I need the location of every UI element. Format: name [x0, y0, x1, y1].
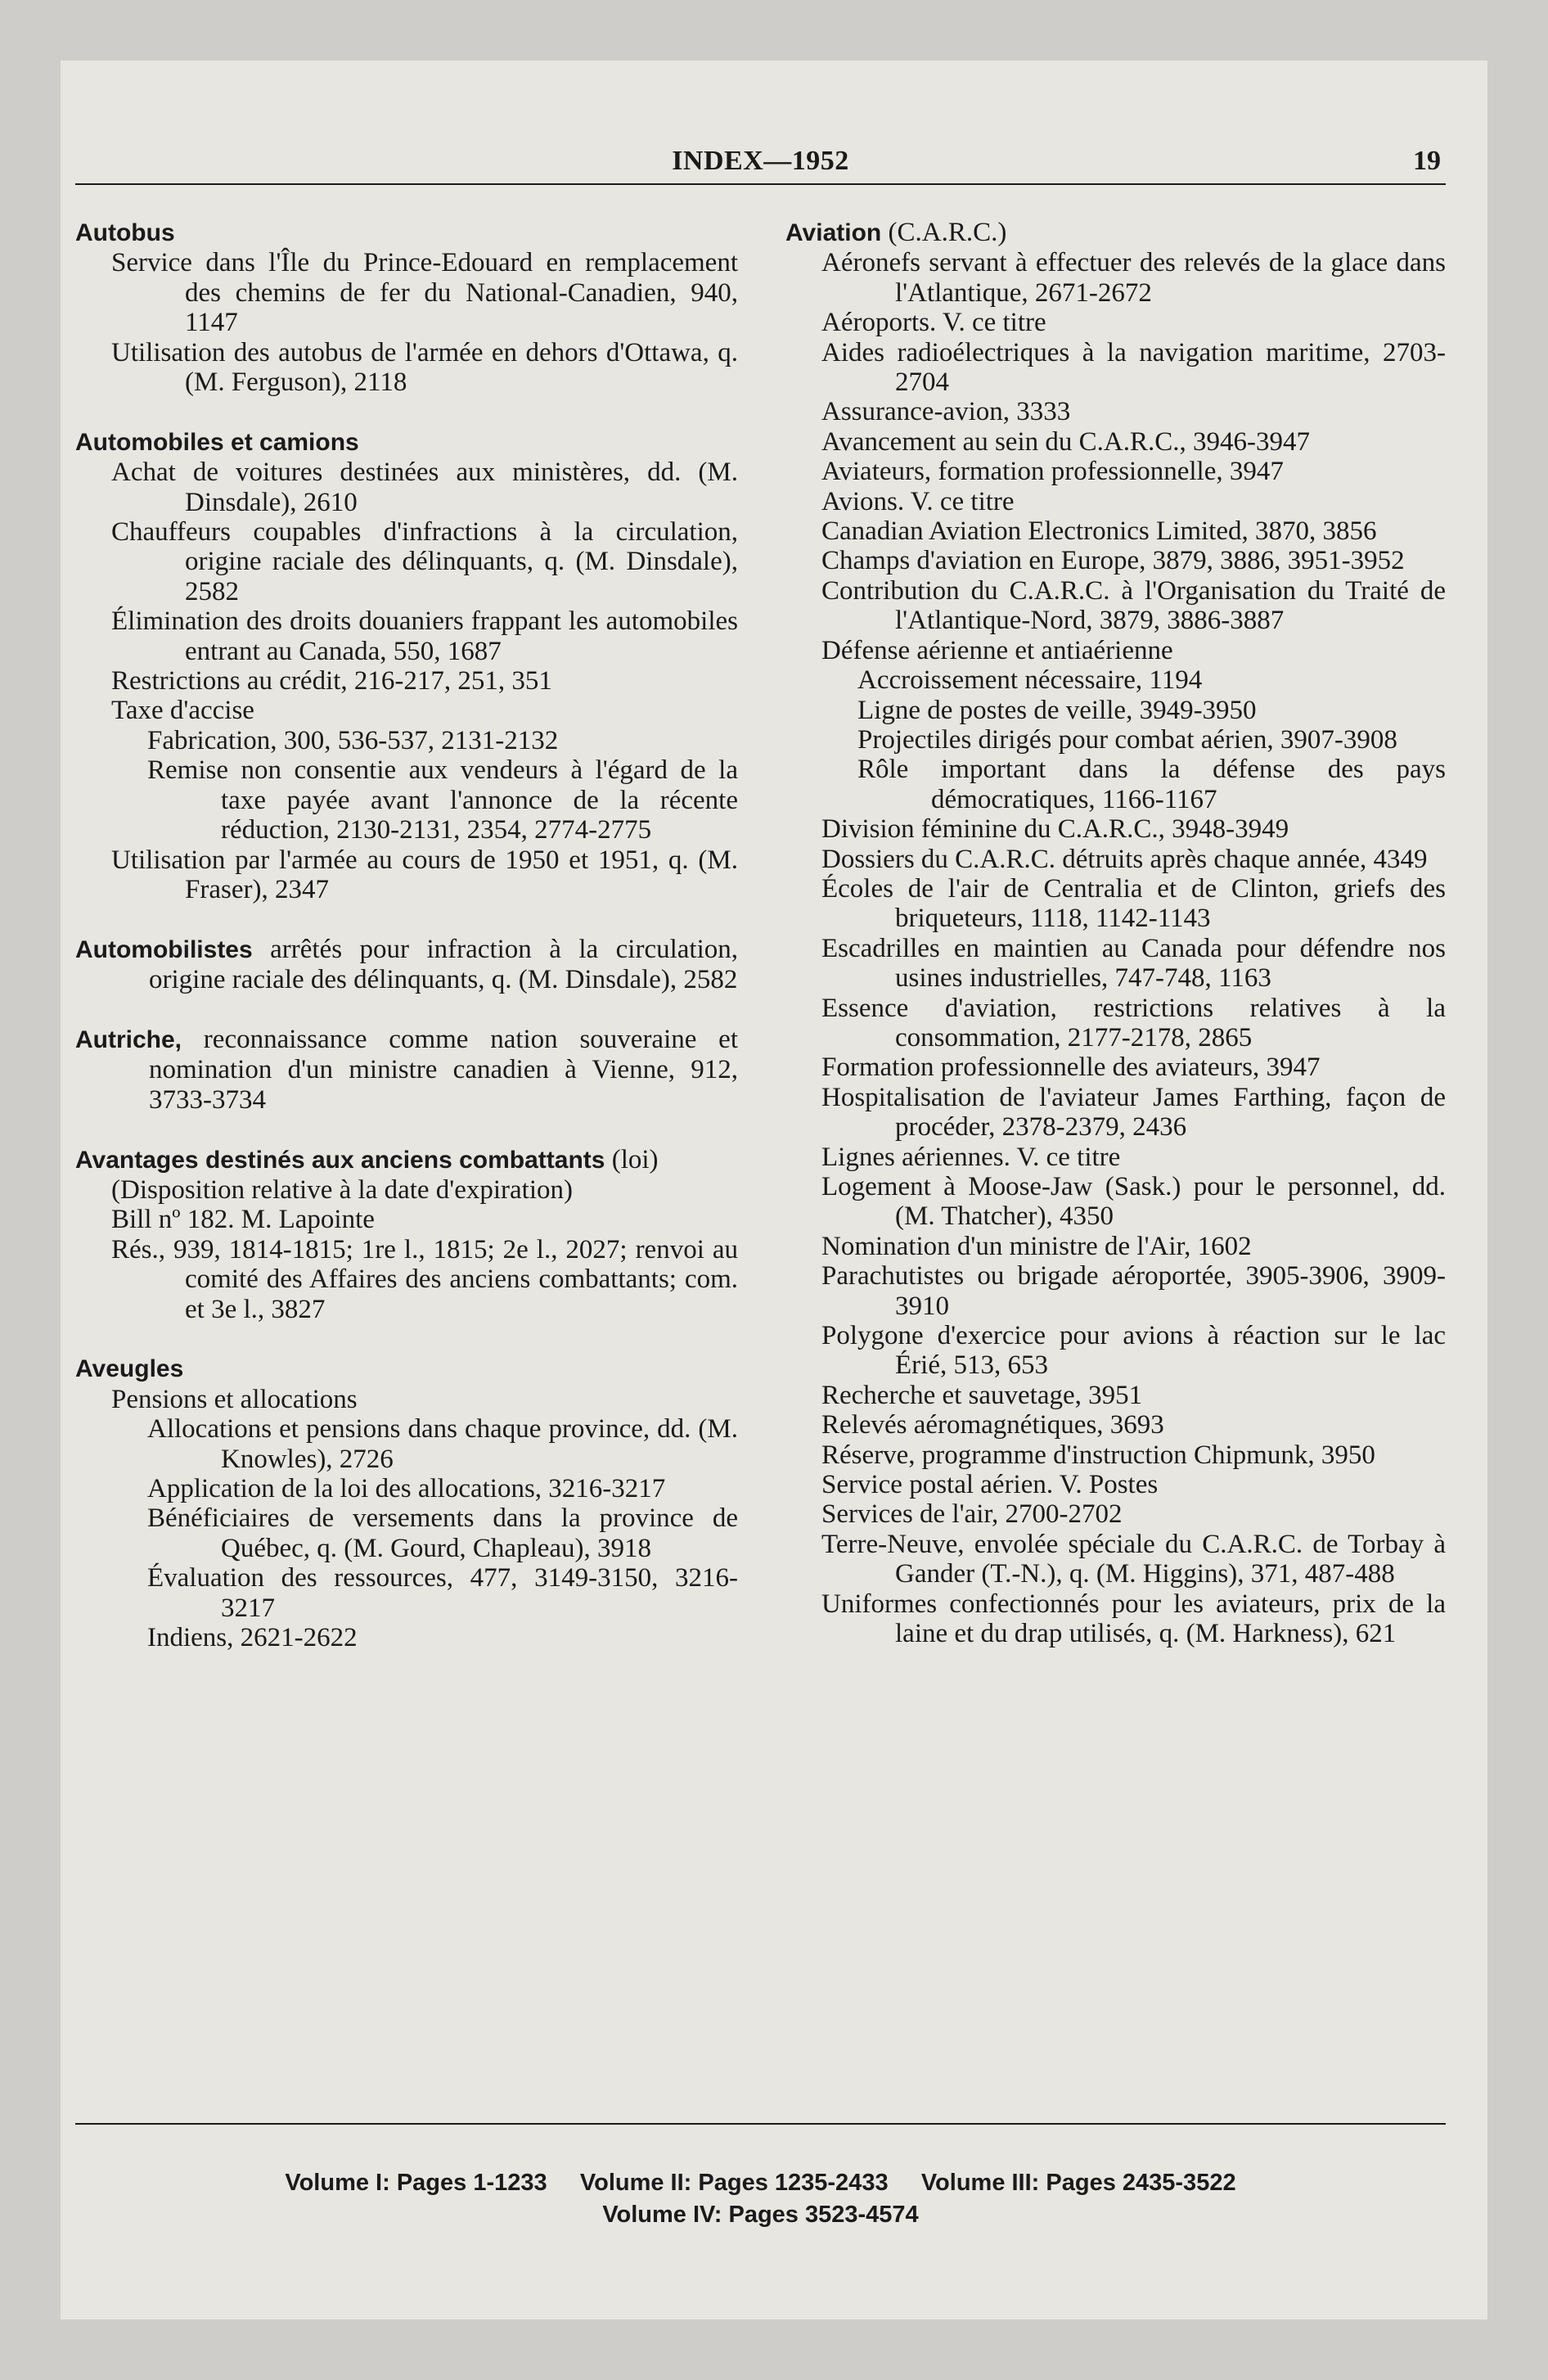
index-entry: Lignes aériennes. V. ce titre	[821, 1142, 1121, 1172]
heading-suffix: (loi)	[605, 1144, 659, 1174]
index-entry: Projectiles dirigés pour combat aérien, 3907-3908	[857, 724, 1397, 755]
heading-term: Aveugles	[75, 1355, 184, 1383]
entry-spacer	[75, 995, 738, 1025]
index-entry: Utilisation des autobus de l'armée en dehors d'Ottawa, q. (M. Ferguson), 2118	[111, 337, 738, 398]
index-heading	[785, 218, 1446, 248]
index-entry: (Disposition relative à la date d'expiration)	[111, 1174, 574, 1205]
index-entry: Recherche et sauvetage, 3951	[821, 1380, 1143, 1410]
index-entry: Achat de voitures destinées aux ministères, dd. (M. Dinsdale), 2610	[111, 458, 738, 517]
index-entry: Logement à Moose-Jaw (Sask.) pour le personnel, dd. (M. Thatcher), 4350	[821, 1172, 1446, 1232]
index-entry: Parachutistes ou brigade aéroportée, 3905-3906, 3909-3910	[821, 1261, 1446, 1321]
index-entry: Uniformes confectionnés pour les aviateurs, prix de la laine et du drap utilisés, q. (M. Harkness), 621	[821, 1589, 1446, 1649]
document-page	[61, 61, 1487, 2319]
index-entry: Défense aérienne et antiaérienne	[821, 635, 1173, 665]
index-entry: Rés., 939, 1814-1815; 1re l., 1815; 2e l., 2027; renvoi au comité des Affaires des anciens combattants; com. et 3e l., 3827	[111, 1234, 738, 1324]
index-entry: Chauffeurs coupables d'infractions à la circulation, origine raciale des délinquants, q. (M. Dinsdale), 2582	[111, 517, 738, 606]
index-heading-inline	[75, 935, 738, 995]
index-heading	[75, 1145, 738, 1175]
footer-line-1: Volume I: Pages 1-1233 Volume II: Pages 1235-2433 Volume III: Pages 2435-3522	[285, 2170, 1236, 2196]
index-entry: Dossiers du C.A.R.C. détruits après chaque année, 4349	[821, 844, 1428, 874]
index-entry: Bénéficiaires de versements dans la province de Québec, q. (M. Gourd, Chapleau), 3918	[147, 1503, 738, 1563]
index-entry: Polygone d'exercice pour avions à réaction sur le lac Érié, 513, 653	[821, 1321, 1446, 1381]
heading-term: Aviation	[785, 219, 882, 246]
page-header	[75, 144, 1446, 185]
index-entry: Aides radioélectriques à la navigation maritime, 2703-2704	[821, 337, 1446, 398]
heading-text: reconnaissance comme nation souveraine et nomination d'un ministre canadien à Vienne, 912, 3733-3734	[149, 1024, 738, 1115]
header-title: INDEX—1952	[672, 146, 849, 176]
index-entry: Avancement au sein du C.A.R.C., 3946-3947	[821, 426, 1310, 457]
index-entry: Ligne de postes de veille, 3949-3950	[857, 695, 1257, 725]
index-entry: Contribution du C.A.R.C. à l'Organisation du Traité de l'Atlantique-Nord, 3879, 3886-3887	[821, 575, 1446, 636]
index-heading	[75, 427, 738, 458]
index-entry: Bill nº 182. M. Lapointe	[111, 1205, 375, 1235]
index-entry: Division féminine du C.A.R.C., 3948-3949	[821, 814, 1289, 845]
index-heading	[75, 1354, 738, 1384]
index-entry: Avions. V. ce titre	[821, 486, 1015, 516]
heading-term: Automobilistes	[75, 935, 253, 963]
index-entry: Service dans l'Île du Prince-Edouard en remplacement des chemins de fer du National-Canadien, 940, 1147	[111, 248, 738, 338]
page-number: 19	[1413, 146, 1441, 176]
index-entry: Escadrilles en maintien au Canada pour défendre nos usines industrielles, 747-748, 1163	[821, 933, 1446, 994]
index-entry: Remise non consentie aux vendeurs à l'égard de la taxe payée avant l'annonce de la récente réduction, 2130-2131, 2354, 2774-2775	[147, 755, 738, 845]
index-entry: Services de l'air, 2700-2702	[821, 1499, 1123, 1530]
index-entry: Nomination d'un ministre de l'Air, 1602	[821, 1231, 1252, 1261]
index-entry: Élimination des droits douaniers frappant les automobiles entrant au Canada, 550, 1687	[111, 606, 738, 666]
index-entry: Accroissement nécessaire, 1194	[857, 665, 1203, 696]
index-entry: Aéroports. V. ce titre	[821, 308, 1046, 338]
volume-footer	[75, 2167, 1446, 2231]
index-entry: Terre-Neuve, envolée spéciale du C.A.R.C. de Torbay à Gander (T.-N.), q. (M. Higgins), 371, 487-488	[821, 1529, 1446, 1589]
heading-term: Autobus	[75, 219, 175, 246]
right-column	[785, 218, 1446, 1649]
index-entry: Essence d'aviation, restrictions relatives à la consommation, 2177-2178, 2865	[821, 993, 1446, 1053]
index-entry: Pensions et allocations	[111, 1384, 358, 1414]
entry-spacer	[75, 904, 738, 934]
heading-term: Autriche,	[75, 1025, 182, 1053]
index-entry: Assurance-avion, 3333	[821, 397, 1071, 427]
index-entry: Aéronefs servant à effectuer des relevés de la glace dans l'Atlantique, 2671-2672	[821, 248, 1446, 308]
index-entry: Utilisation par l'armée au cours de 1950 et 1951, q. (M. Fraser), 2347	[111, 845, 738, 904]
index-entry: Taxe d'accise	[111, 696, 254, 726]
index-entry: Allocations et pensions dans chaque province, dd. (M. Knowles), 2726	[147, 1414, 738, 1474]
index-entry: Écoles de l'air de Centralia et de Clinton, griefs des briqueteurs, 1118, 1142-1143	[821, 873, 1446, 934]
index-heading-inline	[75, 1025, 738, 1115]
index-entry: Réserve, programme d'instruction Chipmunk, 3950	[821, 1440, 1375, 1470]
index-entry: Service postal aérien. V. Postes	[821, 1470, 1159, 1500]
index-entry: Relevés aéromagnétiques, 3693	[821, 1410, 1164, 1440]
entry-spacer	[75, 1115, 738, 1144]
left-column	[75, 218, 738, 1652]
index-entry: Rôle important dans la défense des pays démocratiques, 1166-1167	[857, 755, 1446, 814]
index-entry: Fabrication, 300, 536-537, 2131-2132	[147, 725, 559, 755]
footer-divider	[75, 2123, 1446, 2125]
index-heading	[75, 218, 738, 248]
heading-suffix: (C.A.R.C.)	[881, 218, 1007, 247]
index-entry: Application de la loi des allocations, 3216-3217	[147, 1473, 666, 1503]
heading-term: Avantages destinés aux anciens combattants	[75, 1146, 605, 1174]
index-entry: Aviateurs, formation professionnelle, 3947	[821, 457, 1284, 487]
index-entry: Champs d'aviation en Europe, 3879, 3886, 3951-3952	[821, 546, 1405, 576]
index-entry: Indiens, 2621-2622	[147, 1623, 358, 1653]
heading-text: arrêtés pour infraction à la circulation, origine raciale des délinquants, q. (M. Dinsdale), 2582	[149, 934, 738, 995]
footer-line-2: Volume IV: Pages 3523-4574	[602, 2202, 919, 2228]
index-entry: Canadian Aviation Electronics Limited, 3870, 3856	[821, 516, 1377, 547]
heading-term: Automobiles et camions	[75, 428, 359, 456]
entry-spacer	[75, 1324, 738, 1354]
index-entry: Formation professionnelle des aviateurs, 3947	[821, 1053, 1321, 1083]
index-entry: Restrictions au crédit, 216-217, 251, 351	[111, 666, 552, 696]
index-entry: Évaluation des ressources, 477, 3149-3150, 3216-3217	[147, 1563, 738, 1623]
index-entry: Hospitalisation de l'aviateur James Farthing, façon de procéder, 2378-2379, 2436	[821, 1082, 1446, 1143]
entry-spacer	[75, 397, 738, 426]
